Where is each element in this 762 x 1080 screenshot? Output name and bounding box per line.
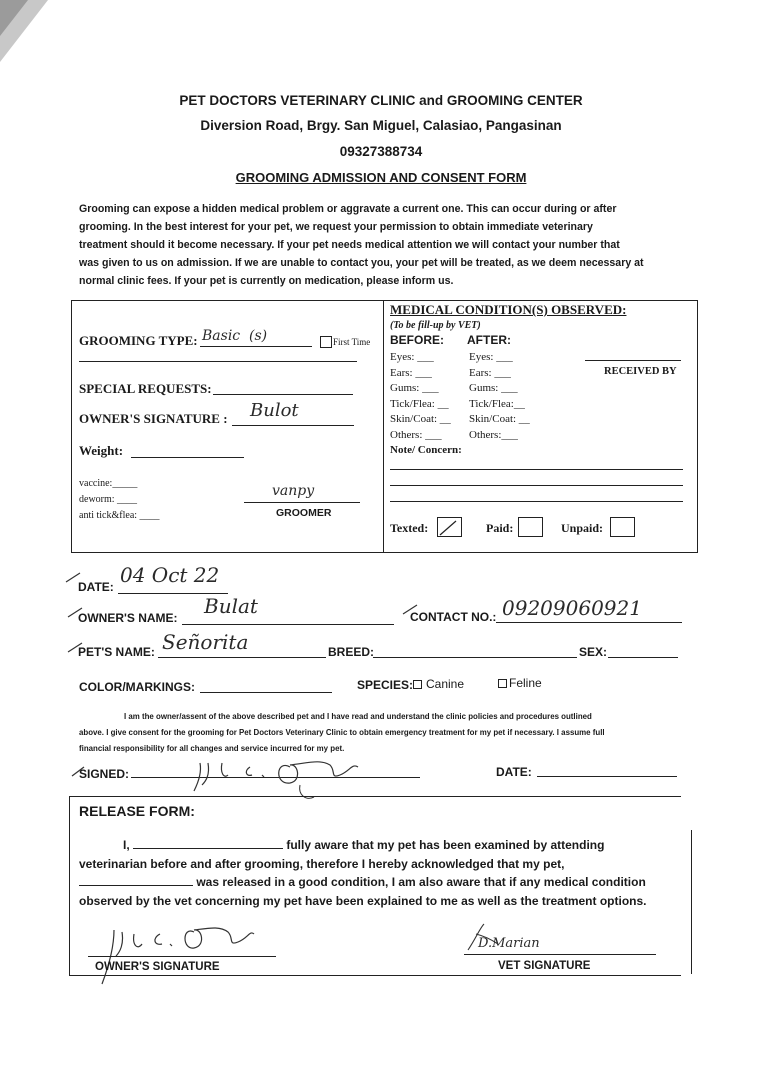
grooming-type-line-2 bbox=[79, 361, 357, 362]
texted-label: Texted: bbox=[390, 521, 429, 535]
before-list bbox=[390, 350, 451, 444]
after-item: Tick/Flea:__ bbox=[469, 397, 525, 410]
note-line-1 bbox=[390, 469, 683, 470]
form-title: GROOMING ADMISSION AND CONSENT FORM bbox=[235, 170, 527, 185]
feline-label: Feline bbox=[509, 676, 542, 690]
deworm-label: deworm: ____ bbox=[79, 494, 138, 505]
received-by-line bbox=[585, 360, 681, 361]
grooming-type-line bbox=[200, 346, 312, 347]
sex-label: SEX: bbox=[579, 645, 608, 659]
consent-line: financial responsibility for all changes and service incurred for my pet. bbox=[79, 744, 345, 753]
groomer-label: GROOMER bbox=[276, 507, 332, 519]
after-item: Others:___ bbox=[469, 428, 518, 441]
vet-signature-value: D.Marian bbox=[478, 936, 540, 951]
check-mark-icon bbox=[438, 518, 461, 536]
first-time-label: First Time bbox=[333, 337, 371, 347]
grooming-type-label: GROOMING TYPE: bbox=[79, 333, 198, 348]
release-box-top bbox=[69, 796, 681, 797]
paid-checkbox[interactable] bbox=[518, 517, 543, 537]
canine-label: Canine bbox=[426, 677, 465, 691]
date-value: 04 Oct 22 bbox=[120, 563, 220, 587]
vet-fillup-note: (To be fill-up by VET) bbox=[390, 320, 481, 331]
after-label: AFTER: bbox=[467, 333, 511, 347]
note-line-3 bbox=[390, 501, 683, 502]
after-list bbox=[469, 350, 530, 444]
release-i: I, bbox=[123, 838, 130, 852]
signed-date-label: DATE: bbox=[496, 765, 532, 779]
note-line-2 bbox=[390, 485, 683, 486]
vet-signature-label: VET SIGNATURE bbox=[498, 960, 591, 972]
paid-label: Paid: bbox=[486, 521, 514, 535]
intro-line: treatment should it become necessary. If your pet needs medical attention we will contact your number that bbox=[79, 239, 620, 251]
consent-line: I am the owner/assent of the above described pet and I have read and understand the clinic policies and procedures outlined bbox=[124, 712, 592, 721]
groomer-line bbox=[244, 502, 360, 503]
note-concern-label: Note/ Concern: bbox=[390, 444, 462, 456]
intro-line: normal clinic fees. If your pet is currently on medication, please inform us. bbox=[79, 275, 454, 287]
release-line3: was released in a good condition, I am also aware that if any medical condition bbox=[196, 875, 646, 889]
pet-name-value: Señorita bbox=[162, 630, 249, 654]
after-item: Eyes: ___ bbox=[469, 351, 513, 363]
groomer-value: vanpy bbox=[272, 483, 315, 499]
before-item: Eyes: ___ bbox=[390, 351, 434, 363]
owner-signature-line bbox=[232, 425, 354, 426]
feline-checkbox[interactable] bbox=[498, 679, 507, 688]
intro-line: grooming. In the best interest for your pet, we request your permission to obtain immediate veterinary bbox=[79, 221, 593, 233]
breed-line bbox=[373, 657, 577, 658]
unpaid-checkbox[interactable] bbox=[610, 517, 635, 537]
breed-label: BREED: bbox=[328, 645, 375, 659]
medical-condition-title: MEDICAL CONDITION(S) OBSERVED: bbox=[390, 302, 627, 317]
contact-line bbox=[496, 622, 682, 623]
vet-sig-line bbox=[464, 954, 656, 955]
canine-checkbox[interactable] bbox=[413, 680, 422, 689]
release-line4: observed by the vet concerning my pet have been explained to me as well as the treatment options. bbox=[79, 893, 647, 908]
intro-paragraph bbox=[79, 200, 689, 290]
weight-line bbox=[131, 457, 244, 458]
after-item: Gums: ___ bbox=[469, 382, 518, 395]
weight-label: Weight: bbox=[79, 443, 124, 458]
signed-date-line bbox=[537, 776, 677, 777]
date-label: DATE: bbox=[78, 580, 114, 594]
contact-value: 09209060921 bbox=[502, 596, 642, 620]
owner-name-value: Bulat bbox=[204, 594, 258, 618]
pet-name-line bbox=[158, 657, 326, 658]
species-label: SPECIES: bbox=[357, 678, 414, 692]
antitick-text: anti tick&flea: bbox=[79, 510, 138, 521]
signed-label: SIGNED: bbox=[79, 767, 130, 781]
vet-signature-stroke bbox=[462, 920, 502, 956]
release-line1: fully aware that my pet has been examined by attending bbox=[286, 838, 605, 852]
release-box-right bbox=[691, 830, 692, 974]
sex-line bbox=[608, 657, 678, 658]
owner-signature-drawing-release bbox=[90, 918, 260, 990]
intro-line: Grooming can expose a hidden medical problem or aggravate a current one. This can occur during or after bbox=[79, 203, 617, 215]
received-by-label: RECEIVED BY bbox=[604, 366, 677, 377]
owner-name-label: OWNER'S NAME: bbox=[78, 611, 178, 625]
owner-signature-value: Bulot bbox=[250, 400, 299, 421]
first-time-checkbox[interactable] bbox=[320, 336, 332, 348]
consent-line: above. I give consent for the grooming for Pet Doctors Veterinary Clinic to obtain emergency treatment for my pet if necessary. I assume full bbox=[79, 728, 605, 737]
color-markings-line bbox=[200, 692, 332, 693]
consent-paragraph bbox=[79, 709, 689, 757]
box-divider bbox=[383, 300, 384, 552]
deworm-text: deworm: bbox=[79, 494, 115, 505]
before-item: Others: ___ bbox=[390, 428, 442, 441]
pet-name-label: PET'S NAME: bbox=[78, 645, 155, 659]
release-form-title: RELEASE FORM: bbox=[79, 803, 195, 819]
before-item: Gums: ___ bbox=[390, 382, 439, 395]
clinic-address: Diversion Road, Brgy. San Miguel, Calasiao, Pangasinan bbox=[200, 118, 562, 133]
texted-checkbox[interactable] bbox=[437, 517, 462, 537]
grooming-type-value: Basic (s) bbox=[202, 328, 268, 344]
antitick-label: anti tick&flea: ____ bbox=[79, 510, 160, 521]
before-item: Skin/Coat: __ bbox=[390, 413, 451, 426]
before-item: Ears: ___ bbox=[390, 366, 432, 379]
release-line2: veterinarian before and after grooming, therefore I hereby acknowledged that my pet, bbox=[79, 856, 565, 871]
clinic-phone: 09327388734 bbox=[339, 144, 423, 159]
contact-label: CONTACT NO.: bbox=[410, 610, 497, 624]
after-item: Skin/Coat: __ bbox=[469, 413, 530, 426]
before-item: Tick/Flea: __ bbox=[390, 397, 449, 410]
vaccine-label: vaccine:_____ bbox=[79, 478, 138, 489]
release-owner-sig-line bbox=[88, 956, 276, 957]
intro-line: was given to us on admission. If we are unable to contact you, your pet will be treated, as we deem necessary at bbox=[79, 257, 644, 269]
vaccine-text: vaccine: bbox=[79, 478, 113, 489]
special-requests-line bbox=[213, 394, 353, 395]
release-box-left bbox=[69, 796, 70, 976]
owner-signature-label: OWNER'S SIGNATURE : bbox=[79, 411, 228, 426]
owner-name-line bbox=[182, 624, 394, 625]
release-paragraph bbox=[79, 836, 675, 910]
special-requests-label: SPECIAL REQUESTS: bbox=[79, 381, 212, 396]
before-label: BEFORE: bbox=[390, 333, 444, 347]
release-owner-signature-label: OWNER'S SIGNATURE bbox=[95, 961, 220, 973]
after-item: Ears: ___ bbox=[469, 366, 511, 379]
scan-corner-shadow bbox=[0, 0, 60, 70]
color-markings-label: COLOR/MARKINGS: bbox=[79, 680, 195, 694]
unpaid-label: Unpaid: bbox=[561, 521, 604, 535]
clinic-name: PET DOCTORS VETERINARY CLINIC and GROOMING CENTER bbox=[179, 93, 583, 108]
